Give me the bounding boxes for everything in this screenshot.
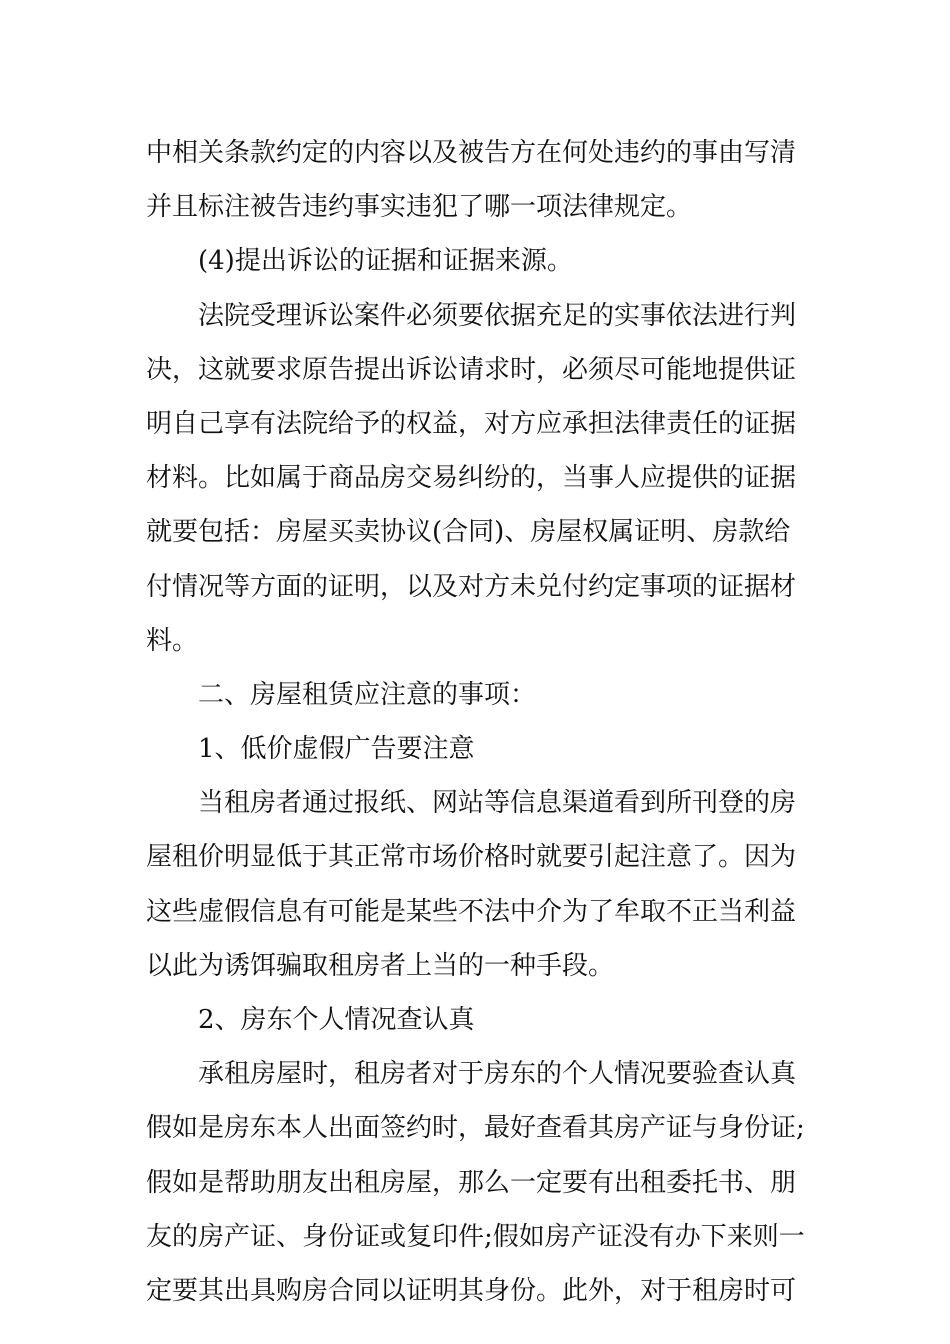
text-line: 中相关条款约定的内容以及被告方在何处违约的事由写清 bbox=[146, 138, 797, 168]
text-line: 友的房产证、身份证或复印件;假如房产证没有办下来则一 bbox=[146, 1221, 805, 1252]
subsection-heading: 1、低价虚假广告要注意 bbox=[198, 734, 475, 765]
text-line: 法院受理诉讼案件必须要依据充足的实事依法进行判 bbox=[198, 300, 797, 331]
text-line: 并且标注被告违约事实违犯了哪一项法律规定。 bbox=[146, 192, 693, 223]
text-line: 决，这就要求原告提出诉讼请求时，必须尽可能地提供证 bbox=[146, 354, 797, 385]
text-line: 假如是帮助朋友出租房屋，那么一定要有出租委托书、朋 bbox=[146, 1167, 797, 1198]
text-line: 定要其出具购房合同以证明其身份。此外，对于租房时可 bbox=[146, 1275, 797, 1306]
text-line: 就要包括：房屋买卖协议(合同)、房屋权属证明、房款给 bbox=[146, 517, 791, 548]
text-line: 屋租价明显低于其正常市场价格时就要引起注意了。因为 bbox=[146, 842, 797, 873]
text-line: 承租房屋时，租房者对于房东的个人情况要验查认真 bbox=[198, 1059, 797, 1090]
text-line: (4)提出诉讼的证据和证据来源。 bbox=[198, 246, 573, 277]
text-line: 明自己享有法院给予的权益，对方应承担法律责任的证据 bbox=[146, 408, 797, 439]
text-line: 付情况等方面的证明，以及对方未兑付约定事项的证据材 bbox=[146, 571, 797, 602]
text-line: 假如是房东本人出面签约时，最好查看其房产证与身份证; bbox=[146, 1113, 805, 1144]
document-body bbox=[146, 126, 806, 1318]
text-line: 材料。比如属于商品房交易纠纷的，当事人应提供的证据 bbox=[146, 463, 797, 494]
text-line: 这些虚假信息有可能是某些不法中介为了牟取不正当利益 bbox=[146, 896, 797, 927]
subsection-heading: 2、房东个人情况查认真 bbox=[198, 1005, 475, 1035]
section-heading: 二、房屋租赁应注意的事项： bbox=[198, 679, 537, 710]
text-line: 以此为诱饵骗取租房者上当的一种手段。 bbox=[146, 950, 615, 981]
text-line: 料。 bbox=[146, 625, 199, 656]
text-line: 当租房者通过报纸、网站等信息渠道看到所刊登的房 bbox=[198, 788, 797, 819]
